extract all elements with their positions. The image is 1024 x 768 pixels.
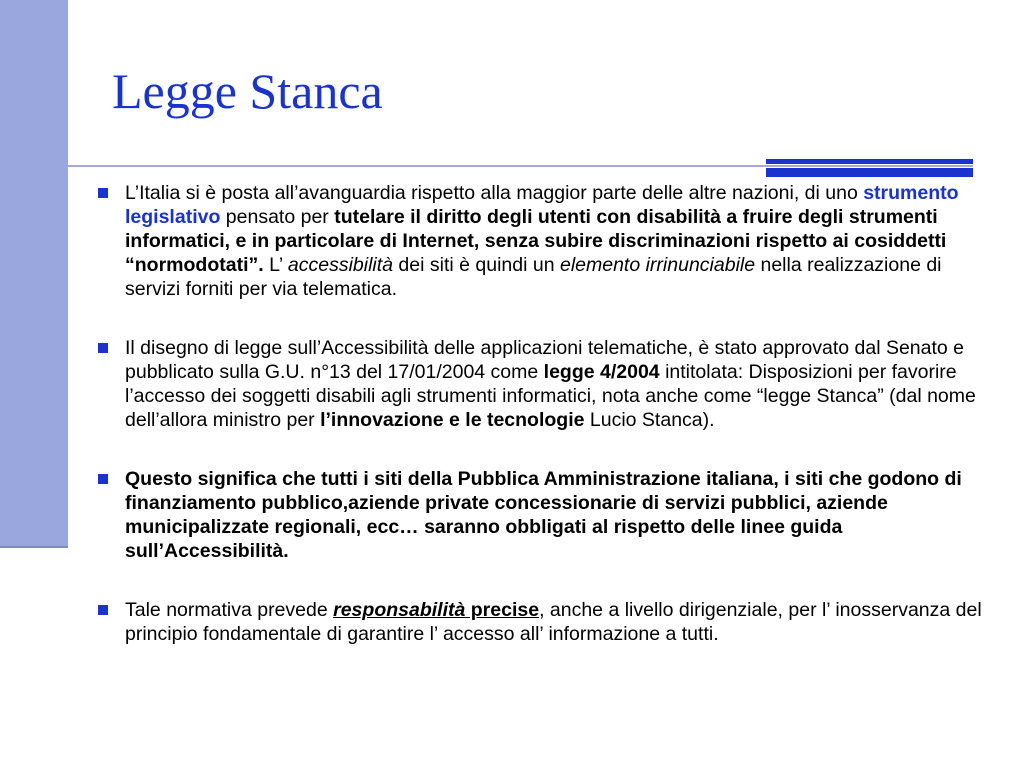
text: dei siti è quindi un (393, 254, 560, 276)
text-bold: l’innovazione e le tecnologie (320, 409, 585, 431)
text: nella realizzazione di servizi forniti per via telematica. (125, 254, 942, 300)
text: L’ (263, 254, 288, 276)
slide-title: Legge Stanca (112, 63, 383, 119)
text-bold: tutelare il diritto degli utenti con disabilità a fruire degli strumenti informatici, e in particolare di Internet, senza subire discriminazioni rispetto ai cosiddetti “normodotati”. (125, 206, 947, 276)
text-italic: elemento irrinunciabile (559, 254, 756, 276)
title-divider (68, 165, 973, 167)
bullet-item-italy-law (98, 181, 993, 301)
bullet-item-responsibility (98, 598, 993, 646)
title-accent-line-bottom (766, 168, 973, 177)
text-bold: legge 4/2004 (543, 361, 660, 383)
text: pensato per (220, 206, 335, 228)
bullet-square-icon (98, 605, 108, 615)
bullet-item-law-approval (98, 336, 993, 432)
text: Lucio Stanca). (584, 409, 715, 431)
text: , anche a livello dirigenziale, per l’ inosservanza del principio fondamentale di garantire l’ accesso all’ informazione a tutti. (125, 599, 982, 645)
text-bold: Questo significa che tutti i siti della Pubblica Amministrazione italiana, i siti che godono di finanziamento pubblico,aziende private concessionarie di servizi pubblici, aziende municipalizzate regionali, ecc… saranno obbligati al rispetto delle linee guida sull’Accessibilità. (125, 468, 962, 562)
text: intitolata: Disposizioni per favorire l’accesso dei soggetti disabili agli strumenti informatici, nota anche come “legge Stanca” (dal nome dell’allora ministro per (125, 361, 976, 431)
text-italic: accessibilità (287, 254, 394, 276)
text: Tale normativa prevede (125, 599, 334, 621)
text: Il disegno di legge sull’Accessibilità delle applicazioni telematiche, è stato approvato dal Senato e pubblicato sulla G.U. n°13 del 17/01/2004 come (125, 337, 965, 383)
bullet-item-public-administration (98, 467, 993, 563)
bullet-list (98, 181, 993, 681)
title-accent-line-top (766, 159, 973, 164)
text-bold-italic: responsabilità (333, 599, 466, 621)
text: L’Italia si è posta all’avanguardia rispetto alla maggior parte delle altre nazioni, di uno (125, 182, 864, 204)
text-bold: precise (465, 599, 540, 621)
left-accent-bar (0, 0, 68, 546)
bullet-square-icon (98, 188, 108, 198)
left-accent-bar-shadow (0, 546, 68, 548)
text-highlight: strumento legislativo (125, 182, 959, 228)
bullet-square-icon (98, 474, 108, 484)
bullet-square-icon (98, 343, 108, 353)
